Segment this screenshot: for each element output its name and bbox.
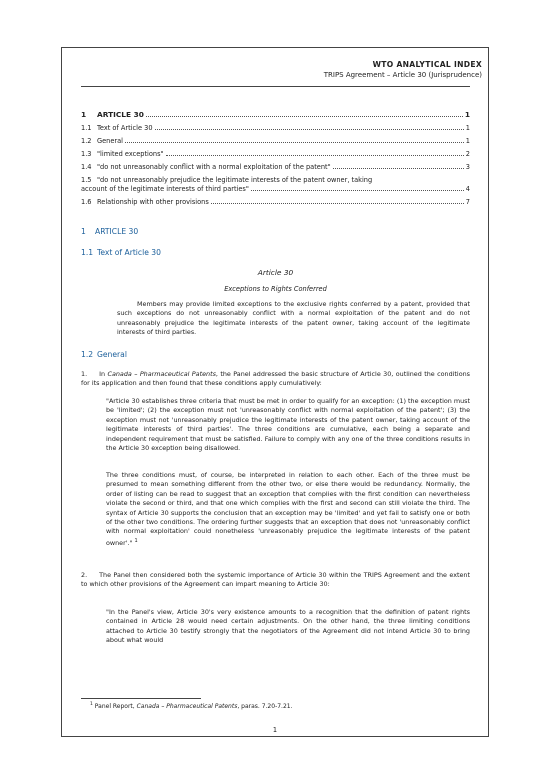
article-heading: Article 30 [257,268,294,277]
toc-num: 1 [81,110,87,119]
toc-leader [125,142,464,143]
toc-num: 1.6 [81,198,92,206]
toc-text: Text of Article 30 [97,124,153,132]
toc-entry-1-5[interactable] [81,176,470,194]
case-name: Canada – Pharmaceutical Patents [107,370,216,378]
article-subheading: Exceptions to Rights Conferred [224,285,327,293]
quote-1: "Article 30 establishes three criteria that must be met in order to qualify for an exception: (1) the exception must be 'limited'; (2) the exception must not 'unreasonably conflict with normal exploitation of the patent'; (3) the exception must not 'unreasonably prejudice the legitimate interests of the patent owner, taking account of the legitimate interests of third parties'. The three conditions are cumulative, each being a separate and independent requirement that must be satisfied. Failure to comply with any one of the three conditions results in the Article 30 exception being disallowed. [106,397,470,453]
toc-leader [166,155,464,156]
section-heading-1-2: 1.2 General [81,350,127,359]
toc-text: ARTICLE 30 [97,110,144,119]
toc-text: "do not unreasonably prejudice the legitimate interests of the patent owner, taking [97,176,373,184]
article-text: Members may provide limited exceptions to the exclusive rights conferred by a patent, provided that such exceptions do not unreasonably conflict with a normal exploitation of the patent and do not unreasonably prejudice the legitimate interests of the patent owner, taking account of the legitimate interests of third parties. [117,300,470,337]
toc-page: 3 [465,163,470,171]
toc-leader [211,203,464,204]
toc-entry-1-4[interactable] [81,163,470,172]
toc-leader [333,168,464,169]
header-title: WTO ANALYTICAL INDEX [372,60,482,69]
toc-num: 1.1 [81,124,92,132]
toc-leader [251,190,464,191]
page-number: 1 [272,726,278,734]
table-of-contents [81,110,470,207]
toc-num: 1.4 [81,163,92,171]
quote-3: "In the Panel's view, Article 30's very existence amounts to a recognition that the definition of patent rights contained in Article 28 would need certain adjustments. On the other hand, the three limiting conditions attached to Article 30 testify strongly that the negotiators of the Agreement did not intend Article 30 to bring about what would [106,608,470,645]
paragraph-2: 2. The Panel then considered both the systemic importance of Article 30 within the TRIPS Agreement and the extent to which other provisions of the Agreement can impart meaning to Article 30: [81,571,470,589]
toc-num: 1.3 [81,150,92,158]
toc-num: 1.2 [81,137,92,145]
toc-leader [155,129,464,130]
toc-text: "do not unreasonably conflict with a normal exploitation of the patent" [97,163,331,171]
footnote-ref[interactable]: 1 [134,537,138,544]
toc-text-continued: account of the legitimate interests of third parties" [81,185,249,193]
toc-page: 2 [465,150,470,158]
header-subtitle: TRIPS Agreement – Article 30 (Jurisprudence) [323,71,482,79]
paragraph-1: 1. In Canada – Pharmaceutical Patents, the Panel addressed the basic structure of Article 30, outlined the conditions for its application and then found that these conditions apply cumulatively: [81,370,470,388]
toc-page: 1 [465,124,470,132]
toc-text: "limited exceptions" [97,150,164,158]
toc-page: 4 [465,185,470,193]
toc-text: General [97,137,123,145]
header-rule [81,86,470,87]
toc-entry-1-6[interactable] [81,198,470,207]
toc-num: 1.5 [81,176,92,184]
toc-page: 1 [464,110,470,119]
running-header [324,60,482,79]
toc-text: Relationship with other provisions [97,198,209,206]
quote-2: The three conditions must, of course, be interpreted in relation to each other. Each of the three must be presumed to mean something different from the other two, or else there would be redundancy. Normally, the order of listing can be read to suggest that an exception that complies with the first condition can nevertheless violate the second or third, and that one which complies with the first and second can still violate the third. The syntax of Article 30 supports the conclusion that an exception may be 'limited' and yet fail to satisfy one or both of the other two conditions. The ordering further suggests that an exception that does not 'unreasonably conflict with normal exploitation' could nonetheless 'unreasonably prejudice the legitimate interests of the patent owner'." $^1$ [106,471,470,547]
toc-entry-1[interactable] [81,110,470,119]
footnote-rule [81,698,201,699]
toc-page: 1 [465,137,470,145]
section-heading-1: 1 ARTICLE 30 [81,227,139,236]
section-heading-1-1: 1.1 Text of Article 30 [81,248,161,257]
toc-page: 7 [465,198,470,206]
toc-entry-1-1[interactable] [81,124,470,133]
toc-entry-1-2[interactable] [81,137,470,146]
toc-entry-1-3[interactable] [81,150,470,159]
footnote-1: $^1$ Panel Report, Canada – Pharmaceutical Patents, paras. 7.20-7.21. [90,702,293,710]
toc-leader [146,116,463,117]
